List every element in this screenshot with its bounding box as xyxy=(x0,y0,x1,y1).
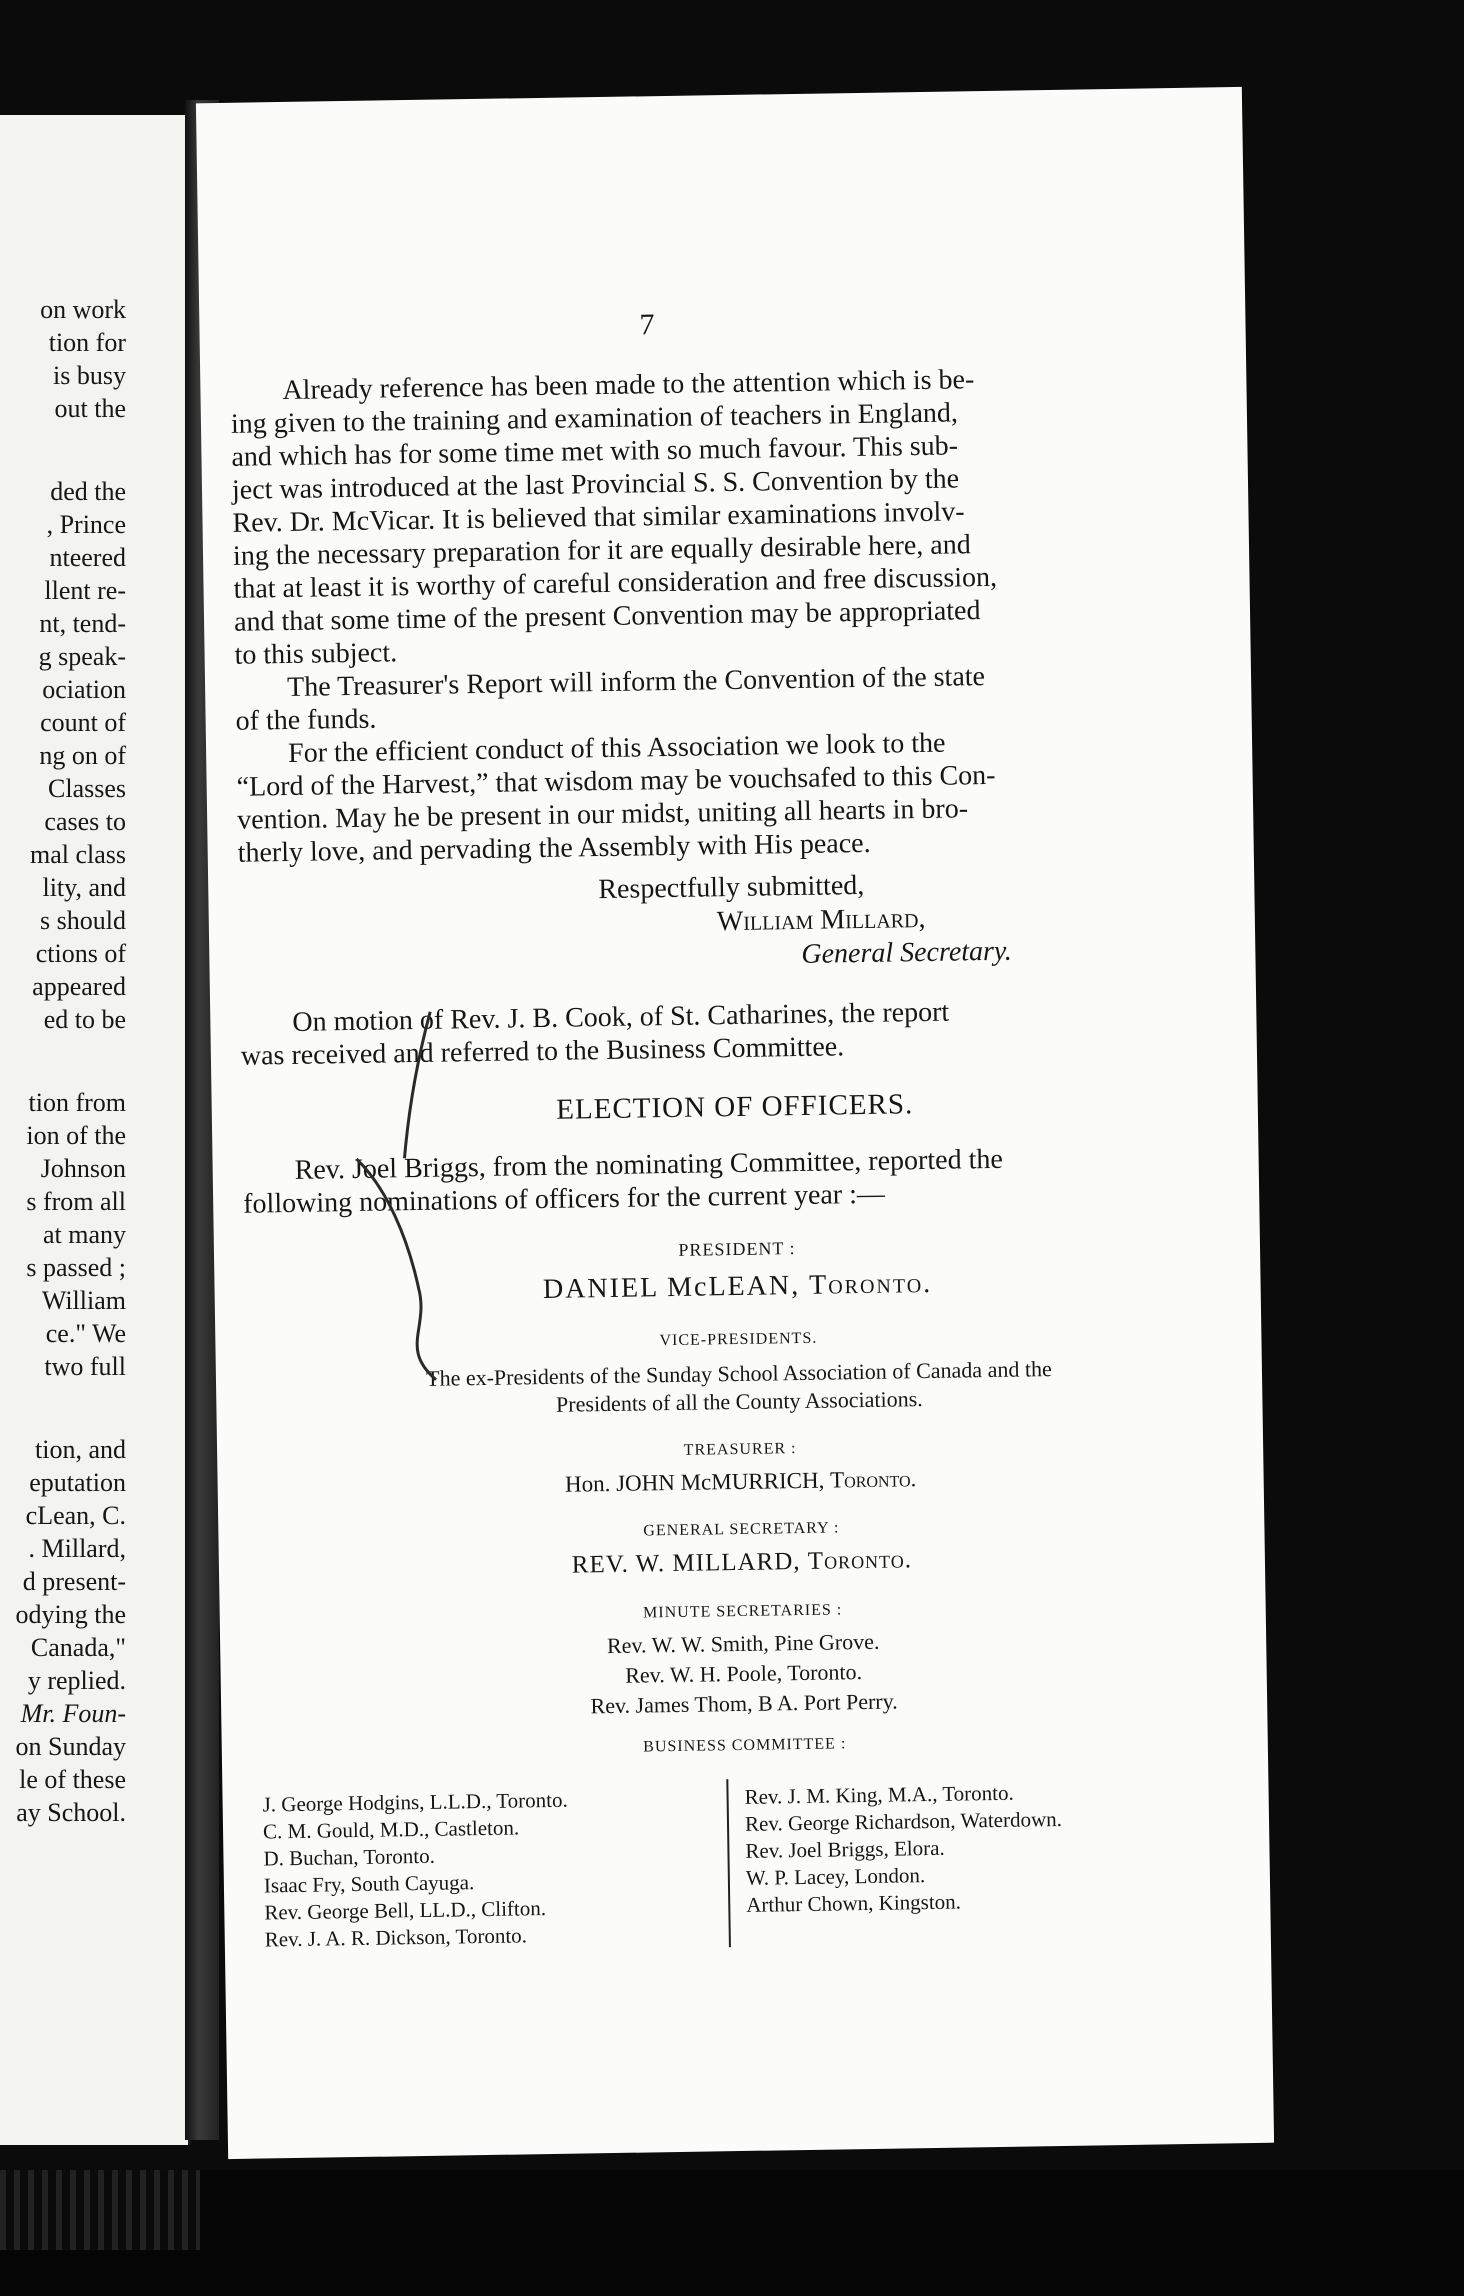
report-line: of the funds. xyxy=(235,703,377,737)
report-line: “Lord of the Harvest,” that wisdom may be vouchsafed to this Con- xyxy=(236,759,996,803)
general-secretary-city: Toronto. xyxy=(807,1546,913,1575)
business-committee-member: Rev. George Bell, LL.D., Clifton. xyxy=(264,1896,547,1925)
facing-page-line: s should xyxy=(40,906,126,935)
facing-page-line: cLean, C. xyxy=(25,1501,126,1530)
facing-page-line: y replied. xyxy=(27,1666,126,1695)
president-heading: PRESIDENT : xyxy=(678,1238,796,1260)
facing-page-line: tion for xyxy=(48,328,126,357)
facing-page-line: ded the xyxy=(50,477,126,506)
facing-page xyxy=(0,115,191,2145)
signature-title: General Secretary. xyxy=(801,935,1013,970)
facing-page-line: eputation xyxy=(29,1468,126,1497)
report-line: and which has for some time met with so much favour. This sub- xyxy=(231,430,959,473)
report-line: ject was introduced at the last Provincial S. S. Convention by the xyxy=(231,463,960,506)
facing-page-line: nteered xyxy=(49,543,126,572)
facing-page-line: lity, and xyxy=(42,873,126,902)
business-committee-member: Arthur Chown, Kingston. xyxy=(746,1889,962,1917)
facing-page-line: appeared xyxy=(32,972,126,1001)
election-heading: ELECTION OF OFFICERS. xyxy=(556,1088,914,1126)
facing-page-line: mal class xyxy=(29,840,126,869)
facing-page-line: . Millard, xyxy=(28,1534,126,1563)
pen-mark xyxy=(334,1007,460,1389)
facing-page-line: at many xyxy=(42,1220,126,1249)
report-line: that at least it is worthy of careful consideration and free discussion, xyxy=(233,561,998,605)
report-line: and that some time of the present Convention may be appropriated xyxy=(233,595,981,638)
facing-page-line: ctions of xyxy=(35,939,126,968)
facing-page-line: , Prince xyxy=(46,510,126,539)
facing-page-line: ed to be xyxy=(43,1005,126,1034)
report-line: to this subject. xyxy=(234,637,398,671)
scanner-background xyxy=(0,2170,1464,2296)
facing-page-line: ce." We xyxy=(45,1319,126,1348)
business-committee-member: C. M. Gould, M.D., Castleton. xyxy=(262,1815,520,1844)
facing-page-line: odying the xyxy=(15,1600,126,1629)
report-line: therly love, and pervading the Assembly with His peace. xyxy=(237,827,871,869)
facing-page-line: cases to xyxy=(44,807,126,836)
business-committee-member: Rev. Joel Briggs, Elora. xyxy=(745,1835,945,1863)
facing-page-line: tion from xyxy=(28,1088,126,1117)
facing-page-line: le of these xyxy=(19,1765,126,1794)
general-secretary-name: REV. W. MILLARD, xyxy=(571,1548,801,1579)
business-committee-member: Rev. George Richardson, Waterdown. xyxy=(744,1806,1063,1836)
business-committee-heading: BUSINESS COMMITTEE : xyxy=(643,1735,847,1756)
business-committee-member: Isaac Fry, South Cayuga. xyxy=(263,1870,475,1898)
minute-secretaries-heading: MINUTE SECRETARIES : xyxy=(642,1601,843,1622)
closing-line: Respectfully submitted, xyxy=(598,869,865,906)
report-line: vention. May he be present in our midst, uniting all hearts in bro- xyxy=(236,793,969,836)
facing-page-line: count of xyxy=(40,708,126,737)
report-line: ing the necessary preparation for it are equally desirable here, and xyxy=(232,529,971,572)
treasurer-name: Hon. JOHN McMURRICH, xyxy=(564,1467,825,1497)
election-intro-2: following nominations of officers for the current year :— xyxy=(242,1178,886,1220)
facing-page-line: d present- xyxy=(22,1567,126,1596)
vice-presidents-line-1: The ex-Presidents of the Sunday School Association of Canada and the xyxy=(425,1356,1052,1391)
business-committee-member: J. George Hodgins, L.L.D., Toronto. xyxy=(262,1787,568,1817)
facing-page-line: William xyxy=(41,1286,126,1315)
election-intro-1: Rev. Joel Briggs, from the nominating Committee, reported the xyxy=(294,1143,1004,1186)
facing-page-line: tion, and xyxy=(35,1435,126,1464)
page-edges xyxy=(0,2170,200,2250)
vice-presidents-line-2: Presidents of all the County Associations. xyxy=(555,1386,923,1417)
report-line: ing given to the training and examination of teachers in England, xyxy=(230,397,959,440)
page-number: 7 xyxy=(639,308,655,342)
vice-presidents-heading: VICE-PRESIDENTS. xyxy=(659,1329,818,1350)
business-committee-member: Rev. J. A. R. Dickson, Toronto. xyxy=(264,1923,528,1952)
facing-page-line: llent re- xyxy=(44,576,126,605)
motion-line-2: was received and referred to the Business Committee. xyxy=(240,1031,845,1072)
treasurer-line xyxy=(217,1461,1263,1503)
facing-page-line: ion of the xyxy=(26,1121,126,1150)
facing-page-line: ng on of xyxy=(39,741,126,770)
book-page xyxy=(196,87,1274,2159)
business-committee-member: D. Buchan, Toronto. xyxy=(263,1843,436,1871)
business-committee-member: Rev. J. M. King, M.A., Toronto. xyxy=(744,1780,1014,1809)
facing-page-line: is busy xyxy=(53,361,126,390)
facing-page-line: Classes xyxy=(48,774,126,803)
facing-page-line: Canada," xyxy=(30,1633,126,1662)
report-line: Rev. Dr. McVicar. It is believed that similar examinations involv- xyxy=(232,496,965,539)
facing-page-line: s passed ; xyxy=(26,1253,126,1282)
facing-page-line: out the xyxy=(54,394,126,423)
treasurer-city: Toronto. xyxy=(829,1466,917,1493)
facing-page-line: on Sunday xyxy=(15,1732,126,1761)
president-name: DANIEL McLEAN, xyxy=(542,1269,801,1306)
report-line: Already reference has been made to the attention which is be- xyxy=(282,364,975,407)
report-line: The Treasurer's Report will inform the Convention of the state xyxy=(286,661,986,703)
facing-page-line: on work xyxy=(40,295,126,324)
report-text xyxy=(196,87,1242,869)
facing-page-line: two full xyxy=(44,1352,126,1381)
minute-secretary-name: Rev. James Thom, B A. Port Perry. xyxy=(590,1688,898,1719)
facing-page-line: ociation xyxy=(42,675,126,704)
minute-secretary-name: Rev. W. W. Smith, Pine Grove. xyxy=(606,1628,880,1659)
signature-name: William Millard, xyxy=(716,902,926,938)
treasurer-heading: TREASURER : xyxy=(683,1440,797,1459)
column-divider xyxy=(726,1779,731,1947)
facing-page-line: nt, tend- xyxy=(39,609,126,638)
facing-page-line: ay School. xyxy=(16,1798,126,1827)
general-secretary-line xyxy=(219,1541,1265,1585)
business-committee-member: W. P. Lacey, London. xyxy=(745,1863,926,1890)
general-secretary-heading: GENERAL SECRETARY : xyxy=(643,1519,840,1540)
facing-page-line: Johnson xyxy=(40,1154,126,1183)
facing-page-line: s from all xyxy=(26,1187,126,1216)
facing-page-line: g speak- xyxy=(38,642,126,671)
facing-page-line: Mr. Foun- xyxy=(20,1699,126,1728)
report-line: For the efficient conduct of this Association we look to the xyxy=(287,727,946,769)
president-city: Toronto. xyxy=(808,1267,933,1301)
motion-line-1: On motion of Rev. J. B. Cook, of St. Catharines, the report xyxy=(292,996,950,1038)
minute-secretary-name: Rev. W. H. Poole, Toronto. xyxy=(625,1659,863,1688)
